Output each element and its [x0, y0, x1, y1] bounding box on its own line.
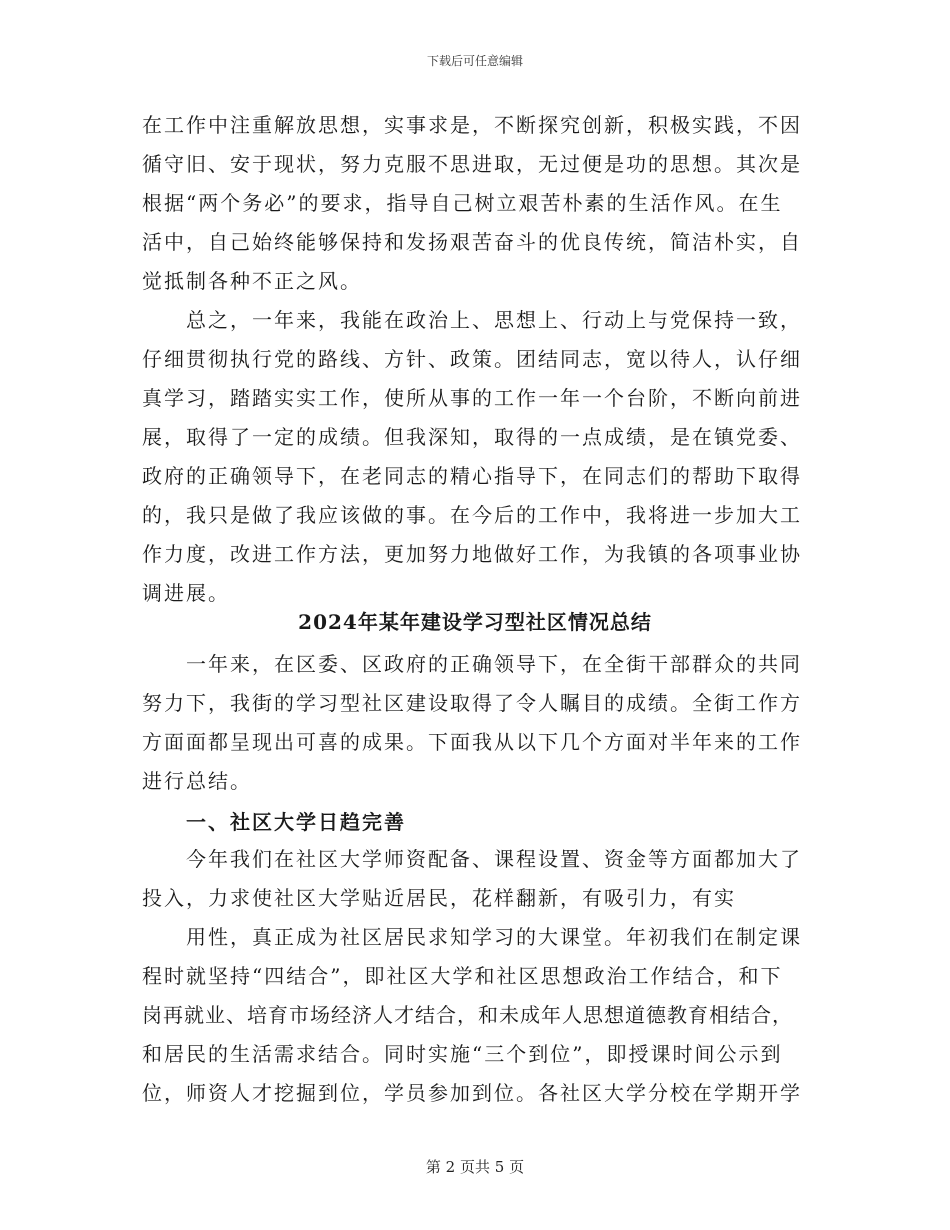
paragraph-line: 的，我只是做了我应该做的事。在今后的工作中，我将进一步加大工 [142, 503, 802, 527]
paragraph-line: 今年我们在社区大学师资配备、课程设置、资金等方面都加大了 [186, 847, 802, 871]
paragraph-line: 用性，真正成为社区居民求知学习的大课堂。年初我们在制定课 [186, 925, 802, 949]
paragraph-line: 循守旧、安于现状，努力克服不思进取，无过便是功的思想。其次是 [142, 152, 802, 176]
paragraph-line: 和居民的生活需求结合。同时实施“三个到位”，即授课时间公示到 [142, 1042, 783, 1066]
paragraph-line: 投入，力求使社区大学贴近居民，花样翻新，有吸引力，有实 [142, 886, 736, 910]
paragraph-line: 程时就坚持“四结合”，即社区大学和社区思想政治工作结合，和下 [142, 964, 783, 988]
paragraph-line: 展，取得了一定的成绩。但我深知，取得的一点成绩，是在镇党委、 [142, 425, 802, 449]
page-footer: 第 2 页共 5 页 [425, 1158, 525, 1176]
paragraph-line: 在工作中注重解放思想，实事求是，不断探究创新，积极实践，不因 [142, 113, 802, 137]
paragraph-line: 岗再就业、培育市场经济人才结合，和未成年人思想道德教育相结合， [142, 1003, 793, 1027]
paragraph-line: 努力下，我街的学习型社区建设取得了令人瞩目的成绩。全街工作方 [142, 691, 802, 715]
paragraph-line: 觉抵制各种不正之风。 [142, 269, 362, 293]
paragraph-line: 作力度，改进工作方法，更加努力地做好工作，为我镇的各项事业协 [142, 542, 802, 566]
paragraph-line: 一年来，在区委、区政府的正确领导下，在全街干部群众的共同 [186, 652, 802, 676]
paragraph-line: 调进展。 [142, 581, 230, 605]
paragraph-line: 位，师资人才挖掘到位，学员参加到位。各社区大学分校在学期开学 [142, 1081, 802, 1105]
paragraph-line: 进行总结。 [142, 769, 252, 793]
section-heading: 一、社区大学日趋完善 [186, 810, 406, 834]
paragraph-line: 总之，一年来，我能在政治上、思想上、行动上与党保持一致， [186, 308, 802, 332]
paragraph-line: 方面面都呈现出可喜的成果。下面我从以下几个方面对半年来的工作 [142, 730, 802, 754]
paragraph-line: 根据“两个务必”的要求，指导自己树立艰苦朴素的生活作风。在生 [142, 191, 783, 215]
paragraph-line: 活中，自己始终能够保持和发扬艰苦奋斗的优良传统，简洁朴实，自 [142, 230, 802, 254]
paragraph-line: 政府的正确领导下，在老同志的精心指导下，在同志们的帮助下取得 [142, 464, 802, 488]
paragraph-line: 仔细贯彻执行党的路线、方针、政策。团结同志，宽以待人，认仔细 [142, 347, 802, 371]
page-header: 下载后可任意编辑 [426, 54, 523, 68]
document-title: 2024年某年建设学习型社区情况总结 [298, 610, 652, 634]
paragraph-line: 真学习，踏踏实实工作，使所从事的工作一年一个台阶，不断向前进 [142, 386, 802, 410]
